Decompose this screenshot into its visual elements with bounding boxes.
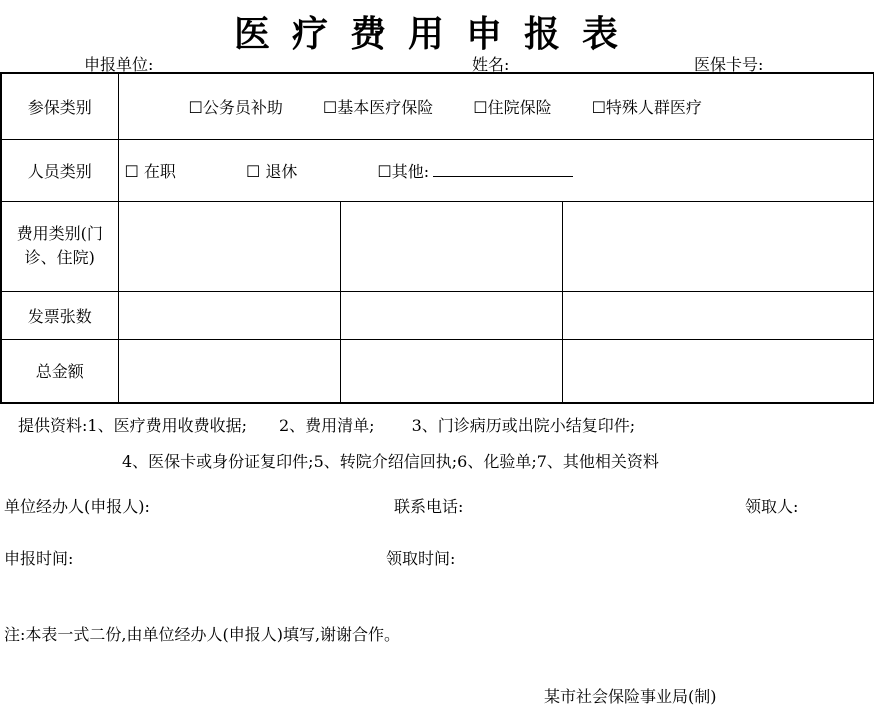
- invoice-count-cell-3[interactable]: [562, 291, 874, 339]
- receive-time-label: 领取时间:: [386, 549, 456, 568]
- insurance-type-label: 参保类别: [1, 73, 118, 139]
- expense-type-label: 费用类别(门诊、住院): [1, 201, 118, 291]
- total-amount-cell-2[interactable]: [340, 339, 562, 403]
- claim-form-table: [0, 72, 874, 404]
- expense-type-row: [1, 201, 874, 291]
- receiver-label: 领取人:: [745, 497, 799, 516]
- option-other[interactable]: ☐其他:: [377, 161, 430, 181]
- card-number-label: 医保卡号:: [694, 55, 764, 74]
- invoice-count-cell-1[interactable]: [118, 291, 340, 339]
- agent-label: 单位经办人(申报人):: [4, 497, 150, 516]
- option-basic-medical[interactable]: ☐基本医疗保险: [322, 97, 434, 117]
- insurance-type-row: [1, 73, 874, 139]
- expense-type-cell-3[interactable]: [562, 201, 874, 291]
- issuer-text: 某市社会保险事业局(制): [544, 687, 717, 706]
- expense-type-cell-1[interactable]: [118, 201, 340, 291]
- other-input[interactable]: [433, 162, 573, 177]
- materials-line-2: 4、医保卡或身份证复印件;5、转院介绍信回执;6、化验单;7、其他相关资料: [122, 452, 659, 471]
- note-text: 注:本表一式二份,由单位经办人(申报人)填写,谢谢合作。: [4, 625, 401, 644]
- page-title: 医疗费用申报表: [233, 13, 640, 55]
- unit-label: 申报单位:: [84, 55, 154, 74]
- option-employed[interactable]: ☐ 在职: [124, 161, 176, 181]
- person-type-row: [1, 139, 874, 201]
- person-type-label: 人员类别: [1, 139, 118, 201]
- expense-type-cell-2[interactable]: [340, 201, 562, 291]
- option-civil-servant[interactable]: ☐公务员补助: [188, 97, 283, 117]
- name-label: 姓名:: [472, 55, 510, 74]
- total-amount-cell-1[interactable]: [118, 339, 340, 403]
- option-special-group[interactable]: ☐特殊人群医疗: [591, 97, 702, 117]
- option-hospitalization[interactable]: ☐住院保险: [473, 97, 552, 117]
- total-amount-row: [1, 339, 874, 403]
- total-amount-label: 总金额: [1, 339, 118, 403]
- invoice-count-label: 发票张数: [1, 291, 118, 339]
- invoice-count-row: [1, 291, 874, 339]
- invoice-count-cell-2[interactable]: [340, 291, 562, 339]
- apply-time-label: 申报时间:: [4, 549, 74, 568]
- phone-label: 联系电话:: [394, 497, 464, 516]
- materials-line-1: 提供资料:1、医疗费用收费收据; 2、费用清单; 3、门诊病历或出院小结复印件;: [18, 416, 636, 435]
- total-amount-cell-3[interactable]: [562, 339, 874, 403]
- option-retired[interactable]: ☐ 退休: [245, 161, 298, 181]
